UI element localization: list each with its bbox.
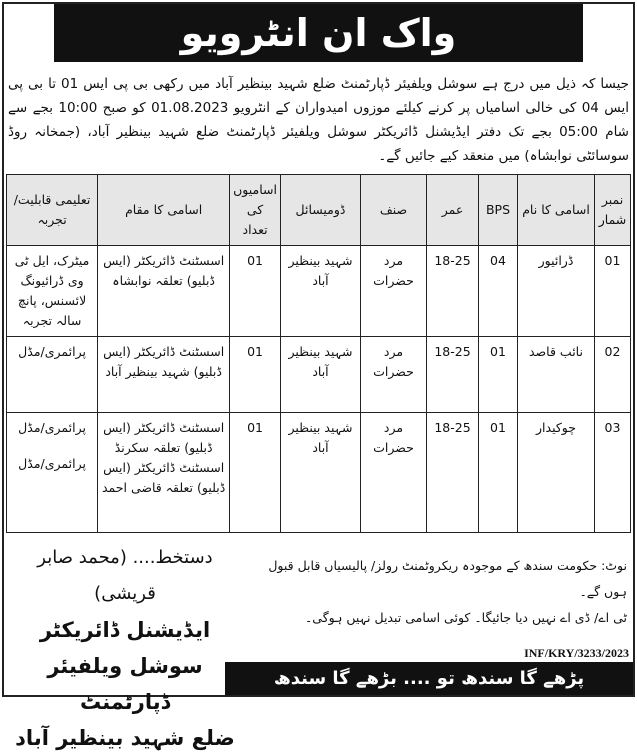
signature: دستخط.... (محمد صابر قریشی) bbox=[37, 547, 213, 604]
vacancy-table bbox=[6, 174, 631, 533]
qualification-1: پرائمری/مڈل bbox=[18, 420, 86, 435]
ad-body bbox=[6, 4, 631, 533]
cell: 18-25 bbox=[427, 337, 479, 413]
cell: اسسٹنٹ ڈائریکٹر (ایس ڈبلیو) شہید بینظیر آباد bbox=[98, 337, 230, 413]
cell: شہید بینظیر آباد bbox=[281, 246, 361, 337]
cell: ڈرائیور bbox=[518, 246, 595, 337]
cell: 01 bbox=[230, 246, 281, 337]
cell bbox=[98, 413, 230, 533]
cell: 18-25 bbox=[427, 413, 479, 533]
cell: شہید بینظیر آباد bbox=[281, 413, 361, 533]
cell: 02 bbox=[595, 337, 631, 413]
note-line: نوٹ: حکومت سندھ کے موجودہ ریکروٹمنٹ رولز/ پالیسیاں قابل قبول ہوں گے۔ bbox=[268, 558, 627, 599]
cell: چوکیدار bbox=[518, 413, 595, 533]
location-1: اسسٹنٹ ڈائریکٹر (ایس ڈبلیو) تعلقہ سکرنڈ bbox=[103, 420, 225, 455]
slogan-banner: پڑھے گا سندھ تو .... بڑھے گا سندھ bbox=[225, 662, 633, 695]
cell: 01 bbox=[595, 246, 631, 337]
cell: مرد حضرات bbox=[361, 337, 427, 413]
department: سوشل ویلفیئر ڈپارٹمنٹ bbox=[47, 654, 203, 714]
header-bps: BPS bbox=[479, 175, 518, 246]
header-post: اسامی کا نام bbox=[518, 175, 595, 246]
cell: شہید بینظیر آباد bbox=[281, 337, 361, 413]
table-row bbox=[7, 246, 631, 337]
cell: میٹرک، ایل ٹی وی ڈرائیونگ لائسنس، پانچ سالہ تجربہ bbox=[7, 246, 98, 337]
cell: اسسٹنٹ ڈائریکٹر (ایس ڈبلیو) تعلقہ نوابشاہ bbox=[98, 246, 230, 337]
cell: 01 bbox=[230, 413, 281, 533]
table-row bbox=[7, 337, 631, 413]
cell: 18-25 bbox=[427, 246, 479, 337]
notes bbox=[257, 553, 627, 631]
header-domicile: ڈومیسائل bbox=[281, 175, 361, 246]
table-header bbox=[7, 175, 631, 246]
cell: 01 bbox=[479, 413, 518, 533]
header-age: عمر bbox=[427, 175, 479, 246]
signature-block bbox=[10, 540, 240, 756]
reference-number: INF/KRY/3233/2023 bbox=[524, 646, 629, 660]
cell: 03 bbox=[595, 413, 631, 533]
location-2: اسسٹنٹ ڈائریکٹر (ایس ڈبلیو) تعلقہ قاضی احمد bbox=[101, 460, 226, 495]
cell: 01 bbox=[479, 337, 518, 413]
cell: 04 bbox=[479, 246, 518, 337]
cell: پرائمری/مڈل bbox=[7, 337, 98, 413]
designation: ایڈیشنل ڈائریکٹر bbox=[39, 618, 211, 642]
header-serial: نمبر شمار bbox=[595, 175, 631, 246]
cell: مرد حضرات bbox=[361, 413, 427, 533]
header-location: اسامی کا مقام bbox=[98, 175, 230, 246]
cell bbox=[7, 413, 98, 533]
header-qualification: تعلیمی قابلیت/تجربہ bbox=[7, 175, 98, 246]
intro-paragraph: جیسا کہ ذیل میں درج ہے سوشل ویلفیئر ڈپارٹمنٹ ضلع شہید بینظیر آباد میں رکھی بی پی ایس 01 تا بی پی ایس 04 کی خالی اسامیاں پر کرنے کیلئے موزوں امیدواران کے انٹرویو 01.08.2023 کو صبح 10:00 بجے سے شام 05:00 بجے تک دفتر ایڈیشنل ڈائریکٹر سوشل ویلفیئر ڈپارٹمنٹ ضلع شہید بینظیر آباد، (جمخانہ روڈ سوسائٹی نوابشاہ) میں منعقد کیے جائیں گے۔ bbox=[8, 76, 629, 164]
cell: 01 bbox=[230, 337, 281, 413]
note-line: ٹی اے/ ڈی اے نہیں دیا جائیگا۔ کوئی اسامی تبدیل نہیں ہوگی۔ bbox=[304, 610, 627, 625]
header-count: اسامیوں کی تعداد bbox=[230, 175, 281, 246]
qualification-2: پرائمری/مڈل bbox=[18, 456, 86, 471]
cell: مرد حضرات bbox=[361, 246, 427, 337]
header-gender: صنف bbox=[361, 175, 427, 246]
table-row bbox=[7, 413, 631, 533]
ad-title: واک ان انٹرویو bbox=[54, 4, 583, 62]
district: ضلع شہید بینظیر آباد bbox=[15, 726, 235, 750]
cell: نائب قاصد bbox=[518, 337, 595, 413]
